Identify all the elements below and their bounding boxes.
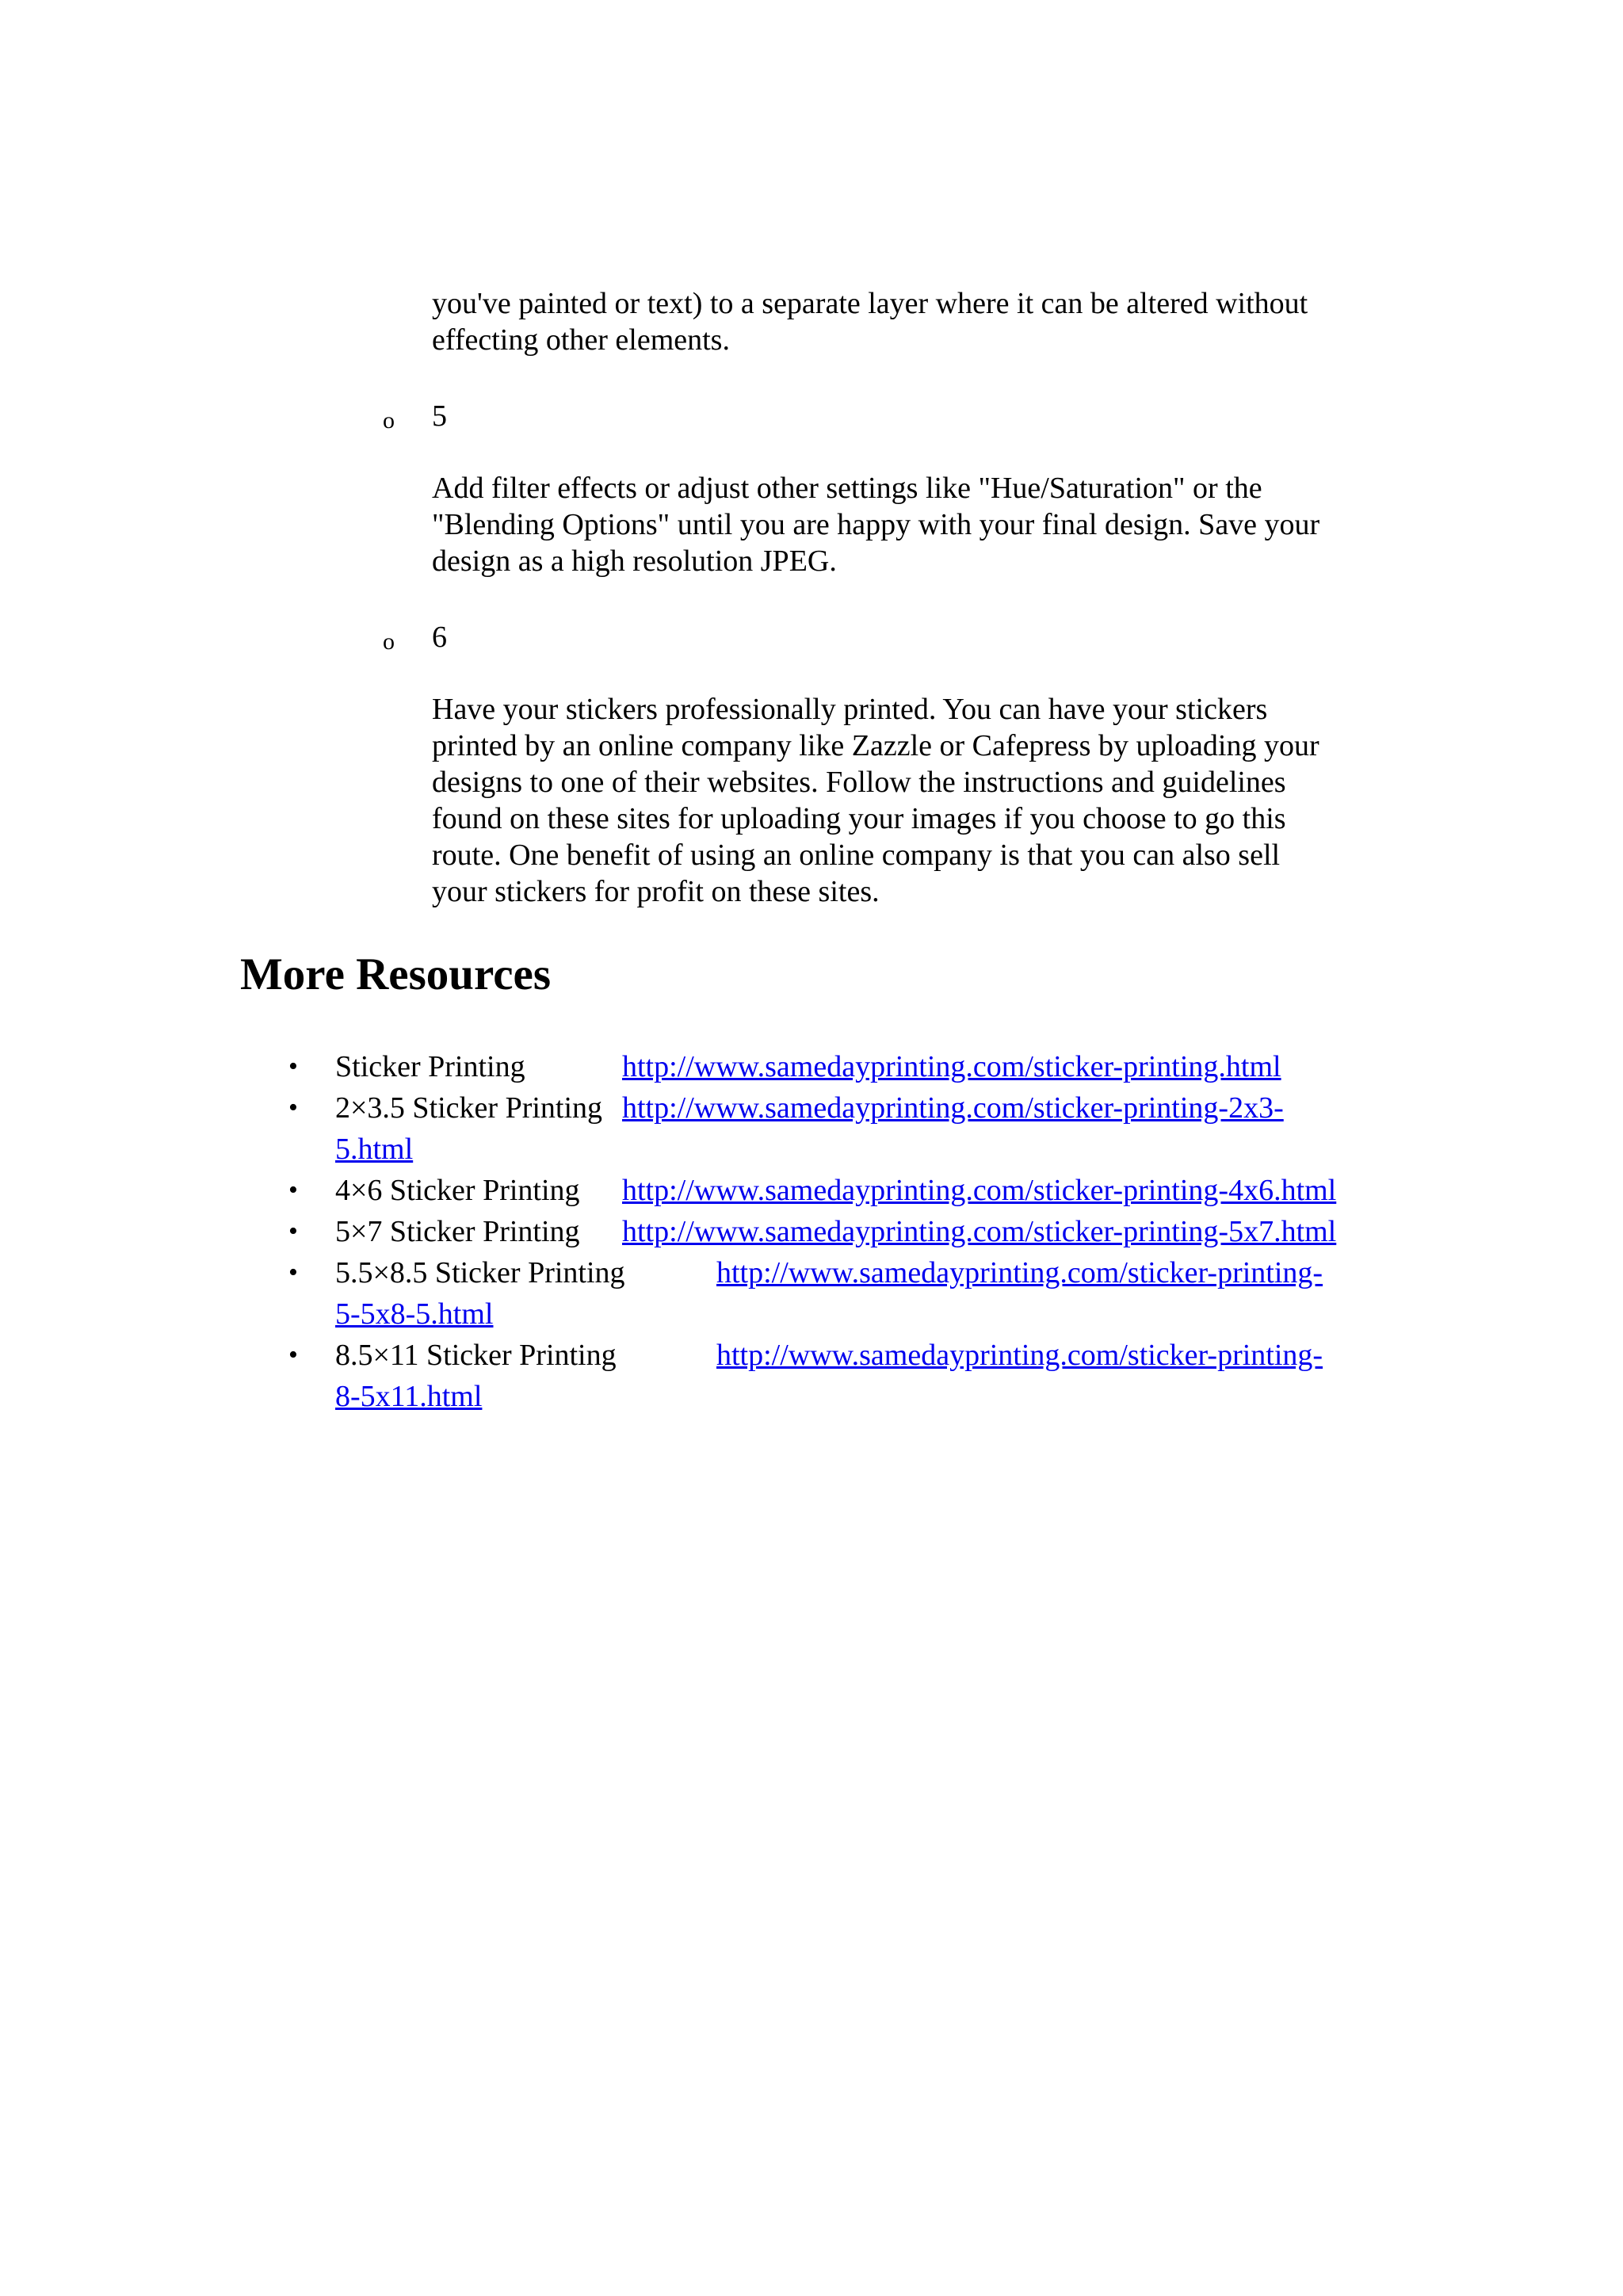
step-5-text-line: design as a high resolution JPEG. [432,544,837,578]
resource-link-continued[interactable]: 5.html [335,1133,414,1166]
step-6-text-line: printed by an online company like Zazzle or Cafepress by uploading your [432,729,1319,762]
resource-label: 2×3.5 Sticker Printing [335,1091,603,1125]
step-5-text-line: "Blending Options" until you are happy with your final design. Save your [432,508,1320,541]
bullet-icon: • [288,1340,298,1370]
step-number: 6 [432,621,447,654]
step-5-text-line: Add filter effects or adjust other settings like "Hue/Saturation" or the [432,472,1262,505]
resource-link[interactable]: http://www.samedayprinting.com/sticker-printing- [716,1339,1323,1372]
step-6-text-line: Have your stickers professionally printed. You can have your stickers [432,693,1268,726]
resource-link[interactable]: http://www.samedayprinting.com/sticker-printing-4x6.html [622,1174,1337,1207]
resource-label: 5.5×8.5 Sticker Printing [335,1256,625,1289]
section-heading: More Resources [240,949,552,999]
bullet-icon: • [288,1052,298,1081]
resource-link[interactable]: http://www.samedayprinting.com/sticker-printing-2x3- [622,1091,1284,1125]
resource-label: 4×6 Sticker Printing [335,1174,580,1207]
resource-link[interactable]: http://www.samedayprinting.com/sticker-printing- [716,1256,1323,1289]
resource-link[interactable]: http://www.samedayprinting.com/sticker-printing-5x7.html [622,1215,1337,1248]
step-4-text-line: effecting other elements. [432,323,730,357]
resource-label: 5×7 Sticker Printing [335,1215,580,1248]
list-marker: o [383,628,395,655]
step-number: 5 [432,399,447,433]
resource-label: Sticker Printing [335,1050,525,1083]
resource-link[interactable]: http://www.samedayprinting.com/sticker-printing.html [622,1050,1281,1083]
bullet-icon: • [288,1175,298,1205]
list-marker: o [383,407,395,434]
bullet-icon: • [288,1093,298,1122]
step-6-text-line: found on these sites for uploading your images if you choose to go this [432,802,1286,835]
step-6-text-line: your stickers for profit on these sites. [432,875,880,908]
resource-link-continued[interactable]: 5-5x8-5.html [335,1297,494,1331]
resource-link-continued[interactable]: 8-5x11.html [335,1380,483,1413]
bullet-icon: • [288,1258,298,1287]
step-6-text-line: route. One benefit of using an online company is that you can also sell [432,839,1281,872]
step-6-text-line: designs to one of their websites. Follow the instructions and guidelines [432,766,1286,799]
step-4-text-line: you've painted or text) to a separate layer where it can be altered without [432,287,1308,320]
resource-label: 8.5×11 Sticker Printing [335,1339,617,1372]
bullet-icon: • [288,1217,298,1246]
